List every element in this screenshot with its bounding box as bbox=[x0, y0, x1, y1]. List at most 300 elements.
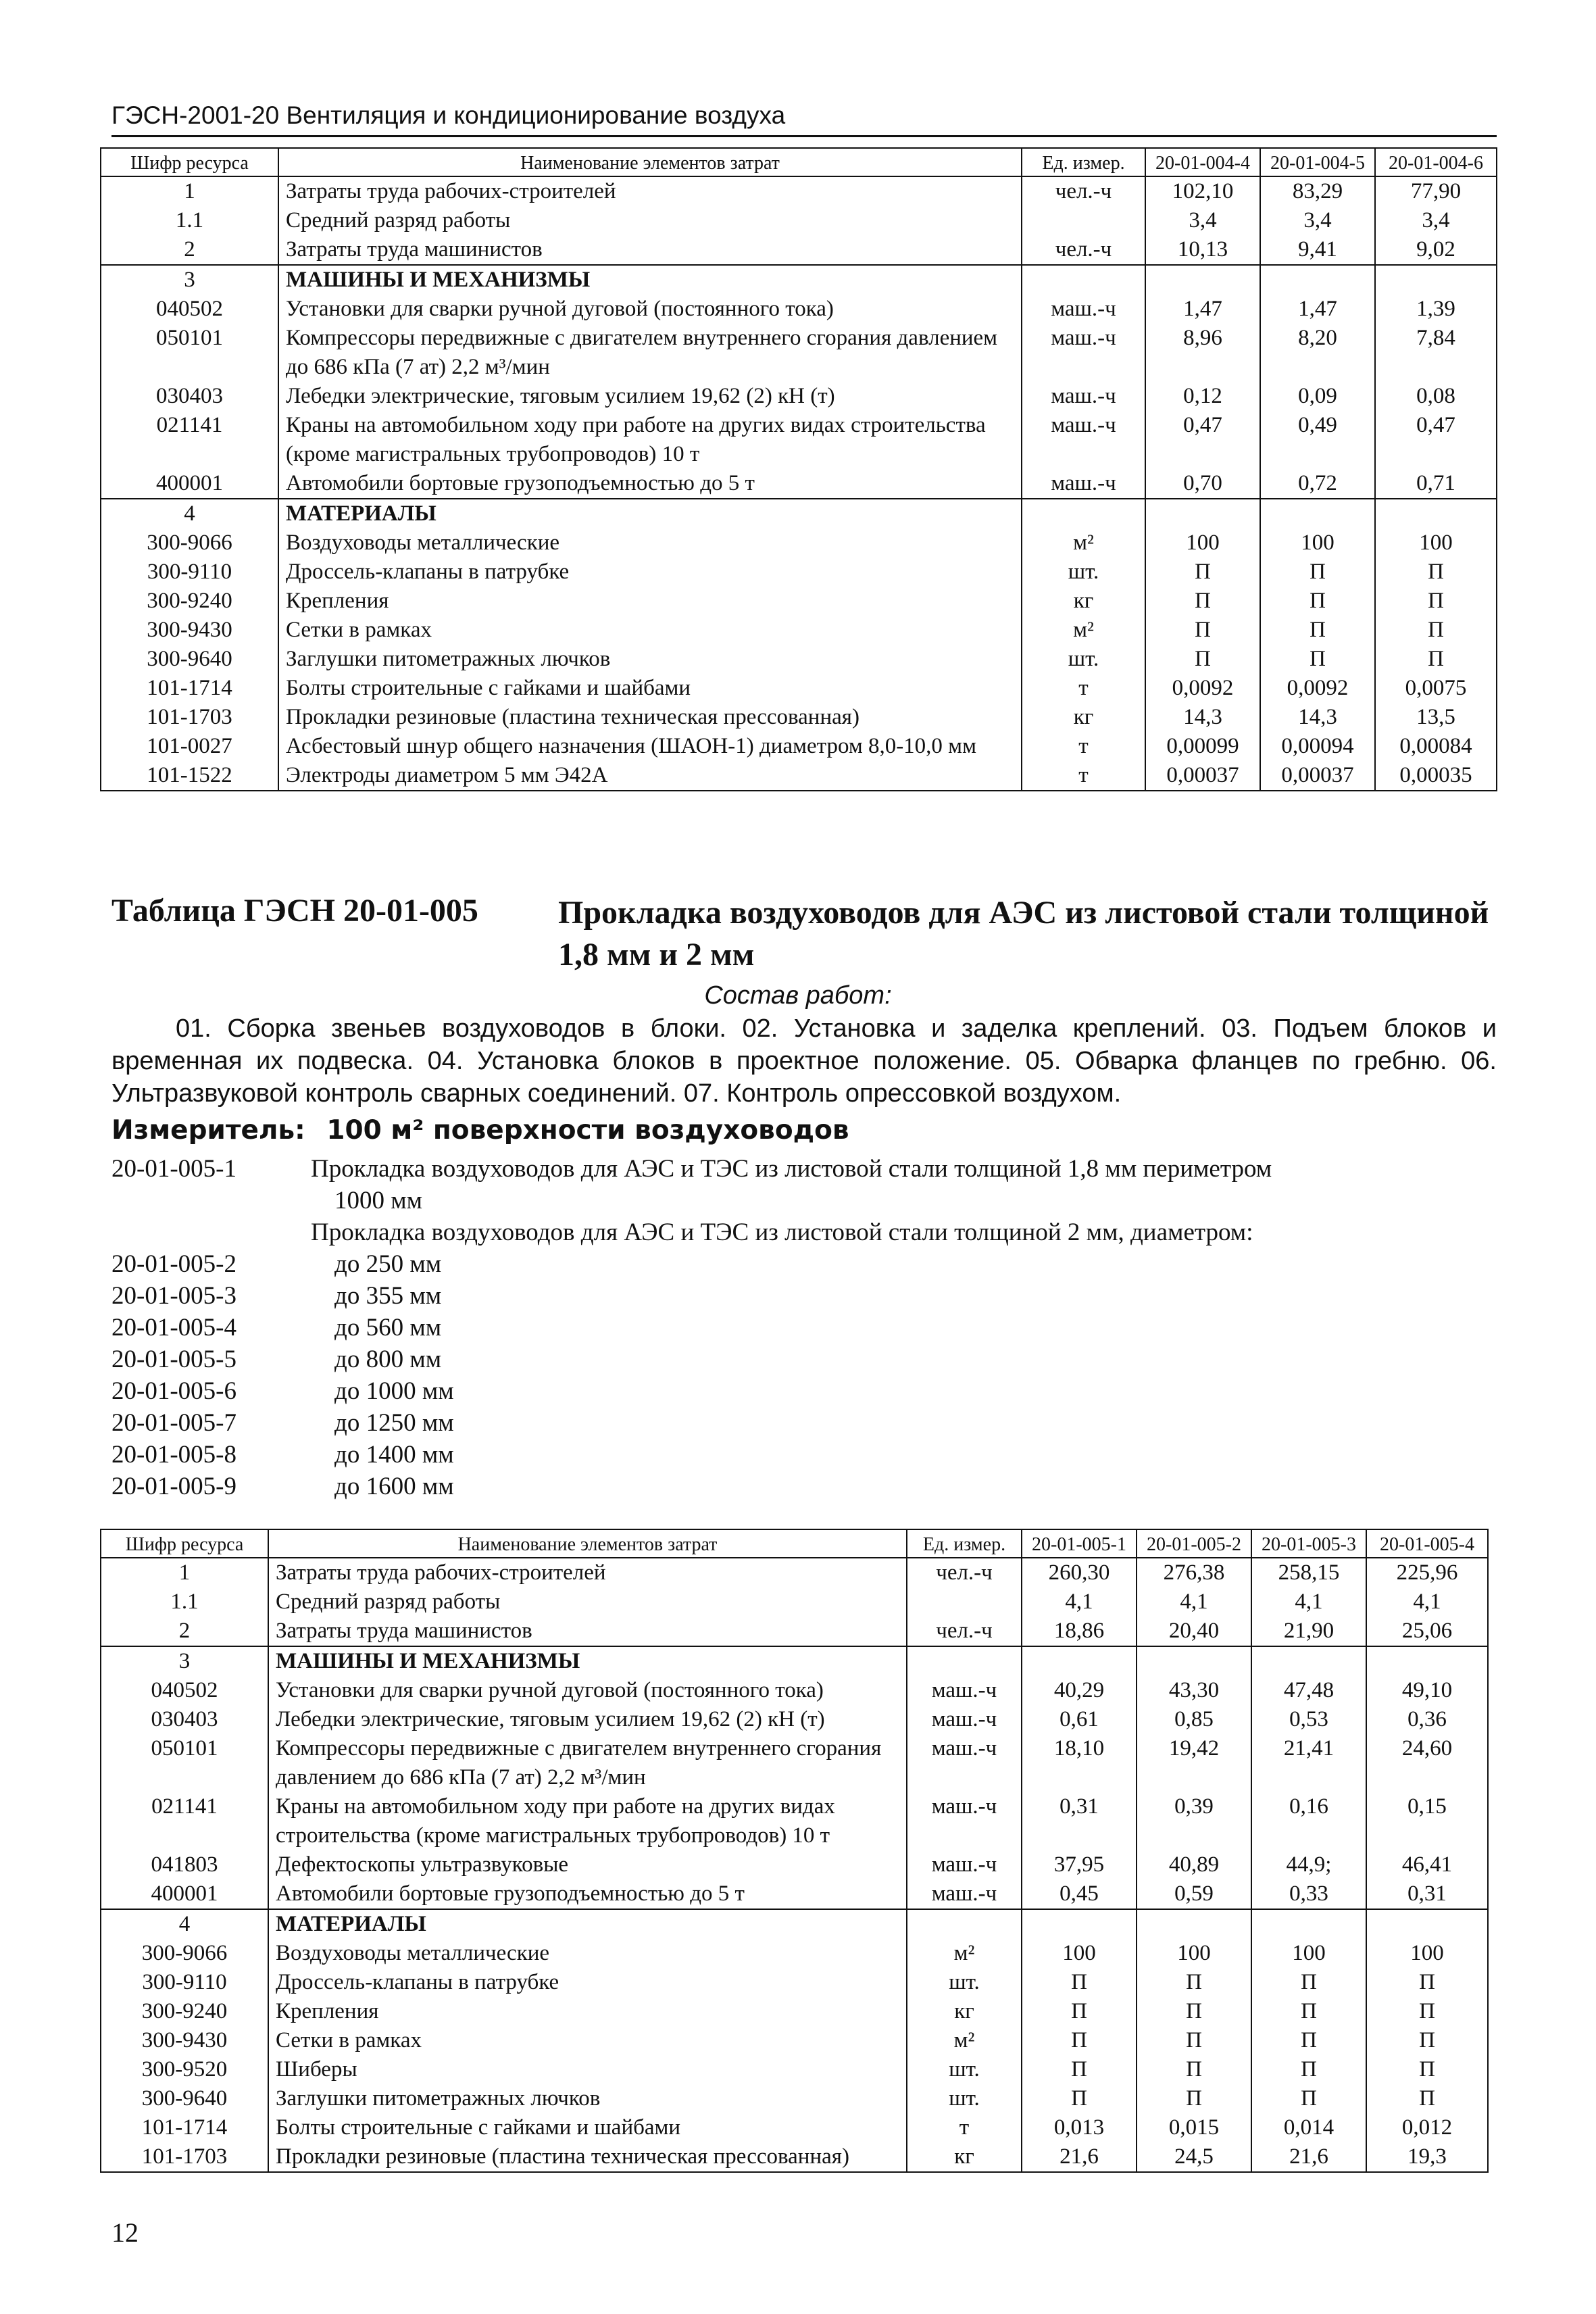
table-row bbox=[101, 1792, 1488, 1850]
resource-code: 2 bbox=[101, 1617, 268, 1646]
value-cell: 100 bbox=[1251, 1939, 1366, 1968]
resource-code: 300-9640 bbox=[101, 2084, 268, 2113]
value-cell: 0,013 bbox=[1022, 2113, 1137, 2142]
value-cell: 0,015 bbox=[1137, 2113, 1251, 2142]
position-text-cont: 1000 мм bbox=[334, 1187, 423, 1214]
header-cell: Шифр ресурса bbox=[101, 148, 278, 176]
unit-cell bbox=[907, 1587, 1022, 1617]
header-cell: Ед. измер. bbox=[1022, 148, 1145, 176]
value-cell bbox=[1366, 1646, 1488, 1676]
resource-code: 300-9240 bbox=[101, 1997, 268, 2026]
cost-element-name: Затраты труда рабочих-строителей bbox=[278, 176, 1022, 206]
value-cell: 20,40 bbox=[1137, 1617, 1251, 1646]
position-text: до 1400 мм bbox=[334, 1441, 454, 1469]
position-code: 20-01-005-8 bbox=[111, 1441, 236, 1469]
cost-element-name: Электроды диаметром 5 мм Э42А bbox=[278, 761, 1022, 791]
position-text: до 1600 мм bbox=[334, 1473, 454, 1500]
table-row bbox=[101, 732, 1497, 761]
resource-code: 300-9240 bbox=[101, 587, 278, 616]
value-cell bbox=[1375, 265, 1497, 295]
value-cell: 0,61 bbox=[1022, 1705, 1137, 1734]
works-composition-text: 01. Сборка звеньев воздуховодов в блоки. 02. Установка и заделка креплений. 03. Подъем блоков и временная их подвеска. 04. Установка блоков в проектное положение. 05. Обварка фланцев по гребню. 06. Ультразвуковой контроль сварных соединений. 07. Контроль опрессовкой воздухом. bbox=[111, 1014, 1497, 1108]
unit-cell: м² bbox=[907, 1939, 1022, 1968]
value-cell: 13,5 bbox=[1375, 703, 1497, 732]
value-cell: 0,33 bbox=[1251, 1879, 1366, 1909]
value-cell: П bbox=[1022, 1968, 1137, 1997]
value-cell: 0,47 bbox=[1145, 411, 1260, 469]
value-cell: 3,4 bbox=[1260, 206, 1375, 235]
value-cell: 47,48 bbox=[1251, 1676, 1366, 1705]
value-cell: 0,09 bbox=[1260, 382, 1375, 411]
resource-code: 300-9430 bbox=[101, 616, 278, 645]
resource-code: 050101 bbox=[101, 1734, 268, 1792]
value-cell: 9,02 bbox=[1375, 235, 1497, 265]
resource-code: 101-1703 bbox=[101, 703, 278, 732]
value-cell: П bbox=[1260, 616, 1375, 645]
position-text: Прокладка воздуховодов для АЭС и ТЭС из листовой стали толщиной 1,8 мм периметром bbox=[311, 1155, 1272, 1183]
value-cell: 276,38 bbox=[1137, 1558, 1251, 1587]
value-cell: 18,10 bbox=[1022, 1734, 1137, 1792]
value-cell: П bbox=[1022, 2084, 1137, 2113]
position-code: 20-01-005-1 bbox=[111, 1155, 236, 1183]
unit-cell: маш.-ч bbox=[907, 1850, 1022, 1879]
value-cell: 0,85 bbox=[1137, 1705, 1251, 1734]
header-cell: 20-01-005-2 bbox=[1137, 1529, 1251, 1558]
value-cell bbox=[1260, 265, 1375, 295]
value-cell: 0,014 bbox=[1251, 2113, 1366, 2142]
table-row bbox=[101, 2055, 1488, 2084]
value-cell: П bbox=[1260, 645, 1375, 674]
cost-element-name: Затраты труда рабочих-строителей bbox=[268, 1558, 907, 1587]
table-row bbox=[101, 382, 1497, 411]
value-cell: 4,1 bbox=[1251, 1587, 1366, 1617]
table-row bbox=[101, 616, 1497, 645]
value-cell bbox=[1022, 1646, 1137, 1676]
unit-cell: маш.-ч bbox=[1022, 469, 1145, 499]
table-row bbox=[101, 1879, 1488, 1909]
cost-element-name: Автомобили бортовые грузоподъемностью до 5 т bbox=[278, 469, 1022, 499]
cost-element-name: Шиберы bbox=[268, 2055, 907, 2084]
table-title: Прокладка воздуховодов для АЭС из листовой стали толщиной 1,8 мм и 2 мм bbox=[558, 895, 1489, 973]
value-cell: 0,12 bbox=[1145, 382, 1260, 411]
cost-element-name: Сетки в рамках bbox=[278, 616, 1022, 645]
table-row bbox=[101, 2142, 1488, 2172]
cost-element-name: Воздуховоды металлические bbox=[268, 1939, 907, 1968]
resource-table-004 bbox=[100, 147, 1497, 791]
value-cell: 0,0092 bbox=[1145, 674, 1260, 703]
running-header bbox=[111, 101, 1497, 137]
value-cell: П bbox=[1022, 2055, 1137, 2084]
resource-code: 1 bbox=[101, 1558, 268, 1587]
header-cell: Наименование элементов затрат bbox=[268, 1529, 907, 1558]
section-heading: МАТЕРИАЛЫ bbox=[268, 1909, 907, 1939]
unit-cell: маш.-ч bbox=[1022, 295, 1145, 324]
value-cell: 0,00037 bbox=[1260, 761, 1375, 791]
value-cell bbox=[1145, 499, 1260, 528]
value-cell: П bbox=[1022, 1997, 1137, 2026]
value-cell: П bbox=[1251, 2084, 1366, 2113]
value-cell: 0,0075 bbox=[1375, 674, 1497, 703]
value-cell: 44,9; bbox=[1251, 1850, 1366, 1879]
value-cell: 225,96 bbox=[1366, 1558, 1488, 1587]
value-cell bbox=[1366, 1909, 1488, 1939]
value-cell: 0,00099 bbox=[1145, 732, 1260, 761]
cost-element-name: Крепления bbox=[268, 1997, 907, 2026]
table-row bbox=[101, 1646, 1488, 1676]
resource-code: 300-9110 bbox=[101, 558, 278, 587]
value-cell: 1,47 bbox=[1260, 295, 1375, 324]
value-cell: П bbox=[1366, 1997, 1488, 2026]
value-cell: 0,59 bbox=[1137, 1879, 1251, 1909]
value-cell: 24,60 bbox=[1366, 1734, 1488, 1792]
value-cell: П bbox=[1137, 1968, 1251, 1997]
unit-cell: чел.-ч bbox=[1022, 235, 1145, 265]
position-code: 20-01-005-7 bbox=[111, 1409, 236, 1437]
value-cell: 14,3 bbox=[1145, 703, 1260, 732]
unit-cell: маш.-ч bbox=[907, 1676, 1022, 1705]
section-heading: МАШИНЫ И МЕХАНИЗМЫ bbox=[268, 1646, 907, 1676]
resource-code: 101-1703 bbox=[101, 2142, 268, 2172]
value-cell: П bbox=[1375, 558, 1497, 587]
resource-code: 1 bbox=[101, 176, 278, 206]
unit-cell: кг bbox=[1022, 587, 1145, 616]
cost-element-name: Автомобили бортовые грузоподъемностью до 5 т bbox=[268, 1879, 907, 1909]
value-cell: 37,95 bbox=[1022, 1850, 1137, 1879]
resource-code: 300-9430 bbox=[101, 2026, 268, 2055]
value-cell: 19,42 bbox=[1137, 1734, 1251, 1792]
value-cell: 8,96 bbox=[1145, 324, 1260, 382]
table-row bbox=[101, 1676, 1488, 1705]
position-code: 20-01-005-9 bbox=[111, 1473, 236, 1500]
value-cell: 3,4 bbox=[1145, 206, 1260, 235]
cost-element-name: Средний разряд работы bbox=[268, 1587, 907, 1617]
unit-cell: т bbox=[1022, 674, 1145, 703]
value-cell: 1,39 bbox=[1375, 295, 1497, 324]
resource-code: 1.1 bbox=[101, 1587, 268, 1617]
table-header-row bbox=[101, 1529, 1488, 1558]
header-cell: 20-01-005-1 bbox=[1022, 1529, 1137, 1558]
value-cell bbox=[1375, 499, 1497, 528]
value-cell: П bbox=[1251, 2026, 1366, 2055]
table-row bbox=[101, 499, 1497, 528]
value-cell: 0,00094 bbox=[1260, 732, 1375, 761]
table-row bbox=[101, 1909, 1488, 1939]
value-cell: 21,41 bbox=[1251, 1734, 1366, 1792]
resource-code: 030403 bbox=[101, 382, 278, 411]
value-cell: 21,6 bbox=[1022, 2142, 1137, 2172]
resource-code: 101-1522 bbox=[101, 761, 278, 791]
unit-cell bbox=[1022, 206, 1145, 235]
unit-cell: кг bbox=[907, 2142, 1022, 2172]
resource-code: 050101 bbox=[101, 324, 278, 382]
value-cell: 102,10 bbox=[1145, 176, 1260, 206]
meter-value: 100 м² поверхности воздуховодов bbox=[326, 1115, 849, 1146]
cost-element-name: Лебедки электрические, тяговым усилием 19,62 (2) кН (т) bbox=[278, 382, 1022, 411]
value-cell: 100 bbox=[1022, 1939, 1137, 1968]
cost-element-name: Краны на автомобильном ходу при работе на других видах строительства (кроме магистральных трубопроводов) 10 т bbox=[278, 411, 1022, 469]
value-cell: П bbox=[1366, 2055, 1488, 2084]
table-row bbox=[101, 1734, 1488, 1792]
value-cell: 10,13 bbox=[1145, 235, 1260, 265]
cost-element-name: Прокладки резиновые (пластина техническая прессованная) bbox=[278, 703, 1022, 732]
value-cell: 0,45 bbox=[1022, 1879, 1137, 1909]
value-cell: 100 bbox=[1375, 528, 1497, 558]
resource-code: 3 bbox=[101, 265, 278, 295]
table-row bbox=[101, 1558, 1488, 1587]
position-code: 20-01-005-5 bbox=[111, 1346, 236, 1373]
cost-element-name: Установки для сварки ручной дуговой (постоянного тока) bbox=[278, 295, 1022, 324]
unit-cell bbox=[907, 1646, 1022, 1676]
table-row bbox=[101, 1997, 1488, 2026]
header-cell: Ед. измер. bbox=[907, 1529, 1022, 1558]
value-cell: 0,0092 bbox=[1260, 674, 1375, 703]
position-code: 20-01-005-6 bbox=[111, 1377, 236, 1405]
value-cell: 40,29 bbox=[1022, 1676, 1137, 1705]
resource-table-005 bbox=[100, 1529, 1489, 2173]
value-cell: П bbox=[1366, 2084, 1488, 2113]
value-cell: 25,06 bbox=[1366, 1617, 1488, 1646]
value-cell bbox=[1260, 499, 1375, 528]
value-cell: 0,31 bbox=[1022, 1792, 1137, 1850]
value-cell: 0,00035 bbox=[1375, 761, 1497, 791]
header-cell: 20-01-005-3 bbox=[1251, 1529, 1366, 1558]
value-cell: 0,72 bbox=[1260, 469, 1375, 499]
value-cell: П bbox=[1251, 1968, 1366, 1997]
cost-element-name: Компрессоры передвижные с двигателем внутреннего сгорания давлением до 686 кПа (7 ат) 2,2 м³/мин bbox=[278, 324, 1022, 382]
value-cell: П bbox=[1251, 1997, 1366, 2026]
table-header-row bbox=[101, 148, 1497, 176]
unit-cell: кг bbox=[1022, 703, 1145, 732]
value-cell: 0,012 bbox=[1366, 2113, 1488, 2142]
resource-code: 400001 bbox=[101, 1879, 268, 1909]
value-cell bbox=[1251, 1646, 1366, 1676]
resource-code: 101-1714 bbox=[101, 2113, 268, 2142]
value-cell: 21,6 bbox=[1251, 2142, 1366, 2172]
resource-code: 041803 bbox=[101, 1850, 268, 1879]
table-row bbox=[101, 176, 1497, 206]
value-cell: 0,00084 bbox=[1375, 732, 1497, 761]
section-heading: МАШИНЫ И МЕХАНИЗМЫ bbox=[278, 265, 1022, 295]
value-cell: П bbox=[1366, 2026, 1488, 2055]
resource-code: 4 bbox=[101, 1909, 268, 1939]
cost-element-name: Болты строительные с гайками и шайбами bbox=[278, 674, 1022, 703]
value-cell: 0,08 bbox=[1375, 382, 1497, 411]
value-cell: П bbox=[1137, 1997, 1251, 2026]
value-cell: 100 bbox=[1145, 528, 1260, 558]
section-heading: МАТЕРИАЛЫ bbox=[278, 499, 1022, 528]
unit-cell: т bbox=[907, 2113, 1022, 2142]
position-code: 20-01-005-3 bbox=[111, 1282, 236, 1310]
resource-code: 030403 bbox=[101, 1705, 268, 1734]
cost-element-name: Компрессоры передвижные с двигателем внутреннего сгорания давлением до 686 кПа (7 ат) 2,2 м³/мин bbox=[268, 1734, 907, 1792]
value-cell: 0,16 bbox=[1251, 1792, 1366, 1850]
value-cell: П bbox=[1375, 616, 1497, 645]
resource-code: 400001 bbox=[101, 469, 278, 499]
resource-code: 300-9066 bbox=[101, 528, 278, 558]
table-row bbox=[101, 1617, 1488, 1646]
value-cell: 0,53 bbox=[1251, 1705, 1366, 1734]
value-cell: 21,90 bbox=[1251, 1617, 1366, 1646]
value-cell: П bbox=[1251, 2055, 1366, 2084]
header-cell: 20-01-004-5 bbox=[1260, 148, 1375, 176]
position-text: до 250 мм bbox=[334, 1250, 442, 1278]
unit-cell: шт. bbox=[907, 2084, 1022, 2113]
table-label: Таблица ГЭСН 20-01-005 bbox=[111, 893, 478, 929]
resource-code: 1.1 bbox=[101, 206, 278, 235]
table-row bbox=[101, 1939, 1488, 1968]
position-code: 20-01-005-2 bbox=[111, 1250, 236, 1278]
unit-cell: чел.-ч bbox=[907, 1617, 1022, 1646]
value-cell: 18,86 bbox=[1022, 1617, 1137, 1646]
cost-element-name: Прокладки резиновые (пластина техническая прессованная) bbox=[268, 2142, 907, 2172]
table-row bbox=[101, 265, 1497, 295]
value-cell: 77,90 bbox=[1375, 176, 1497, 206]
unit-cell bbox=[907, 1909, 1022, 1939]
unit-cell: т bbox=[1022, 732, 1145, 761]
value-cell: П bbox=[1145, 587, 1260, 616]
resource-code: 3 bbox=[101, 1646, 268, 1676]
value-cell: 4,1 bbox=[1137, 1587, 1251, 1617]
value-cell: П bbox=[1375, 645, 1497, 674]
value-cell: 8,20 bbox=[1260, 324, 1375, 382]
unit-cell: маш.-ч bbox=[1022, 411, 1145, 469]
position-text: до 1250 мм bbox=[334, 1409, 454, 1437]
resource-code: 300-9066 bbox=[101, 1939, 268, 1968]
cost-element-name: Заглушки питометражных лючков bbox=[268, 2084, 907, 2113]
value-cell bbox=[1251, 1909, 1366, 1939]
value-cell: П bbox=[1145, 616, 1260, 645]
value-cell: 0,70 bbox=[1145, 469, 1260, 499]
value-cell: 100 bbox=[1137, 1939, 1251, 1968]
table-row bbox=[101, 645, 1497, 674]
value-cell: 0,15 bbox=[1366, 1792, 1488, 1850]
table-row bbox=[101, 469, 1497, 499]
unit-cell: маш.-ч bbox=[1022, 324, 1145, 382]
value-cell: П bbox=[1137, 2084, 1251, 2113]
position-text: до 1000 мм bbox=[334, 1377, 454, 1405]
cost-element-name: Лебедки электрические, тяговым усилием 19,62 (2) кН (т) bbox=[268, 1705, 907, 1734]
resource-code: 040502 bbox=[101, 295, 278, 324]
cost-element-name: Дроссель-клапаны в патрубке bbox=[278, 558, 1022, 587]
unit-cell: маш.-ч bbox=[907, 1734, 1022, 1792]
value-cell: 258,15 bbox=[1251, 1558, 1366, 1587]
value-cell: 100 bbox=[1366, 1939, 1488, 1968]
resource-code: 101-0027 bbox=[101, 732, 278, 761]
value-cell: 3,4 bbox=[1375, 206, 1497, 235]
unit-cell bbox=[1022, 499, 1145, 528]
table-row bbox=[101, 703, 1497, 732]
cost-element-name: Установки для сварки ручной дуговой (постоянного тока) bbox=[268, 1676, 907, 1705]
measurement-unit bbox=[111, 1115, 849, 1146]
works-composition-label: Состав работ: bbox=[704, 981, 892, 1010]
table-row bbox=[101, 674, 1497, 703]
cost-element-name: Затраты труда машинистов bbox=[278, 235, 1022, 265]
value-cell: 0,31 bbox=[1366, 1879, 1488, 1909]
value-cell bbox=[1137, 1909, 1251, 1939]
table-row bbox=[101, 295, 1497, 324]
value-cell: 4,1 bbox=[1366, 1587, 1488, 1617]
cost-element-name: Воздуховоды металлические bbox=[278, 528, 1022, 558]
resource-code: 101-1714 bbox=[101, 674, 278, 703]
header-cell: Шифр ресурса bbox=[101, 1529, 268, 1558]
unit-cell bbox=[1022, 265, 1145, 295]
value-cell: П bbox=[1145, 558, 1260, 587]
table-row bbox=[101, 528, 1497, 558]
position-group-heading: Прокладка воздуховодов для АЭС и ТЭС из листовой стали толщиной 2 мм, диаметром: bbox=[311, 1218, 1253, 1246]
position-text: до 800 мм bbox=[334, 1346, 442, 1373]
unit-cell: маш.-ч bbox=[907, 1705, 1022, 1734]
value-cell: 46,41 bbox=[1366, 1850, 1488, 1879]
unit-cell: чел.-ч bbox=[1022, 176, 1145, 206]
value-cell: 7,84 bbox=[1375, 324, 1497, 382]
value-cell: 0,00037 bbox=[1145, 761, 1260, 791]
table-row bbox=[101, 587, 1497, 616]
resource-code: 040502 bbox=[101, 1676, 268, 1705]
value-cell bbox=[1145, 265, 1260, 295]
value-cell: 0,36 bbox=[1366, 1705, 1488, 1734]
table-row bbox=[101, 235, 1497, 265]
value-cell: П bbox=[1260, 558, 1375, 587]
value-cell bbox=[1137, 1646, 1251, 1676]
value-cell: 0,39 bbox=[1137, 1792, 1251, 1850]
position-code: 20-01-005-4 bbox=[111, 1314, 236, 1341]
table-row bbox=[101, 2026, 1488, 2055]
header-cell: 20-01-004-6 bbox=[1375, 148, 1497, 176]
unit-cell: маш.-ч bbox=[1022, 382, 1145, 411]
cost-element-name: Средний разряд работы bbox=[278, 206, 1022, 235]
page-number: 12 bbox=[111, 2217, 139, 2248]
resource-code: 021141 bbox=[101, 411, 278, 469]
cost-element-name: Дроссель-клапаны в патрубке bbox=[268, 1968, 907, 1997]
value-cell: П bbox=[1366, 1968, 1488, 1997]
unit-cell: шт. bbox=[907, 2055, 1022, 2084]
value-cell: 19,3 bbox=[1366, 2142, 1488, 2172]
value-cell bbox=[1022, 1909, 1137, 1939]
unit-cell: м² bbox=[1022, 616, 1145, 645]
value-cell: 1,47 bbox=[1145, 295, 1260, 324]
value-cell: 43,30 bbox=[1137, 1676, 1251, 1705]
value-cell: 0,71 bbox=[1375, 469, 1497, 499]
unit-cell: шт. bbox=[1022, 558, 1145, 587]
unit-cell: шт. bbox=[1022, 645, 1145, 674]
value-cell: 9,41 bbox=[1260, 235, 1375, 265]
resource-code: 2 bbox=[101, 235, 278, 265]
cost-element-name: Крепления bbox=[278, 587, 1022, 616]
value-cell: 100 bbox=[1260, 528, 1375, 558]
meter-label: Измеритель: bbox=[111, 1115, 305, 1146]
unit-cell: кг bbox=[907, 1997, 1022, 2026]
table-row bbox=[101, 206, 1497, 235]
table-row bbox=[101, 2113, 1488, 2142]
resource-code: 021141 bbox=[101, 1792, 268, 1850]
resource-code: 300-9110 bbox=[101, 1968, 268, 1997]
value-cell: 0,47 bbox=[1375, 411, 1497, 469]
table-row bbox=[101, 324, 1497, 382]
header-cell: 20-01-004-4 bbox=[1145, 148, 1260, 176]
cost-element-name: Краны на автомобильном ходу при работе на других видах строительства (кроме магистральных трубопроводов) 10 т bbox=[268, 1792, 907, 1850]
table-row bbox=[101, 411, 1497, 469]
table-row bbox=[101, 558, 1497, 587]
unit-cell: шт. bbox=[907, 1968, 1022, 1997]
value-cell: П bbox=[1260, 587, 1375, 616]
unit-cell: т bbox=[1022, 761, 1145, 791]
resource-code: 4 bbox=[101, 499, 278, 528]
value-cell: 49,10 bbox=[1366, 1676, 1488, 1705]
cost-element-name: Затраты труда машинистов bbox=[268, 1617, 907, 1646]
value-cell: П bbox=[1137, 2026, 1251, 2055]
value-cell: П bbox=[1137, 2055, 1251, 2084]
table-row bbox=[101, 761, 1497, 791]
